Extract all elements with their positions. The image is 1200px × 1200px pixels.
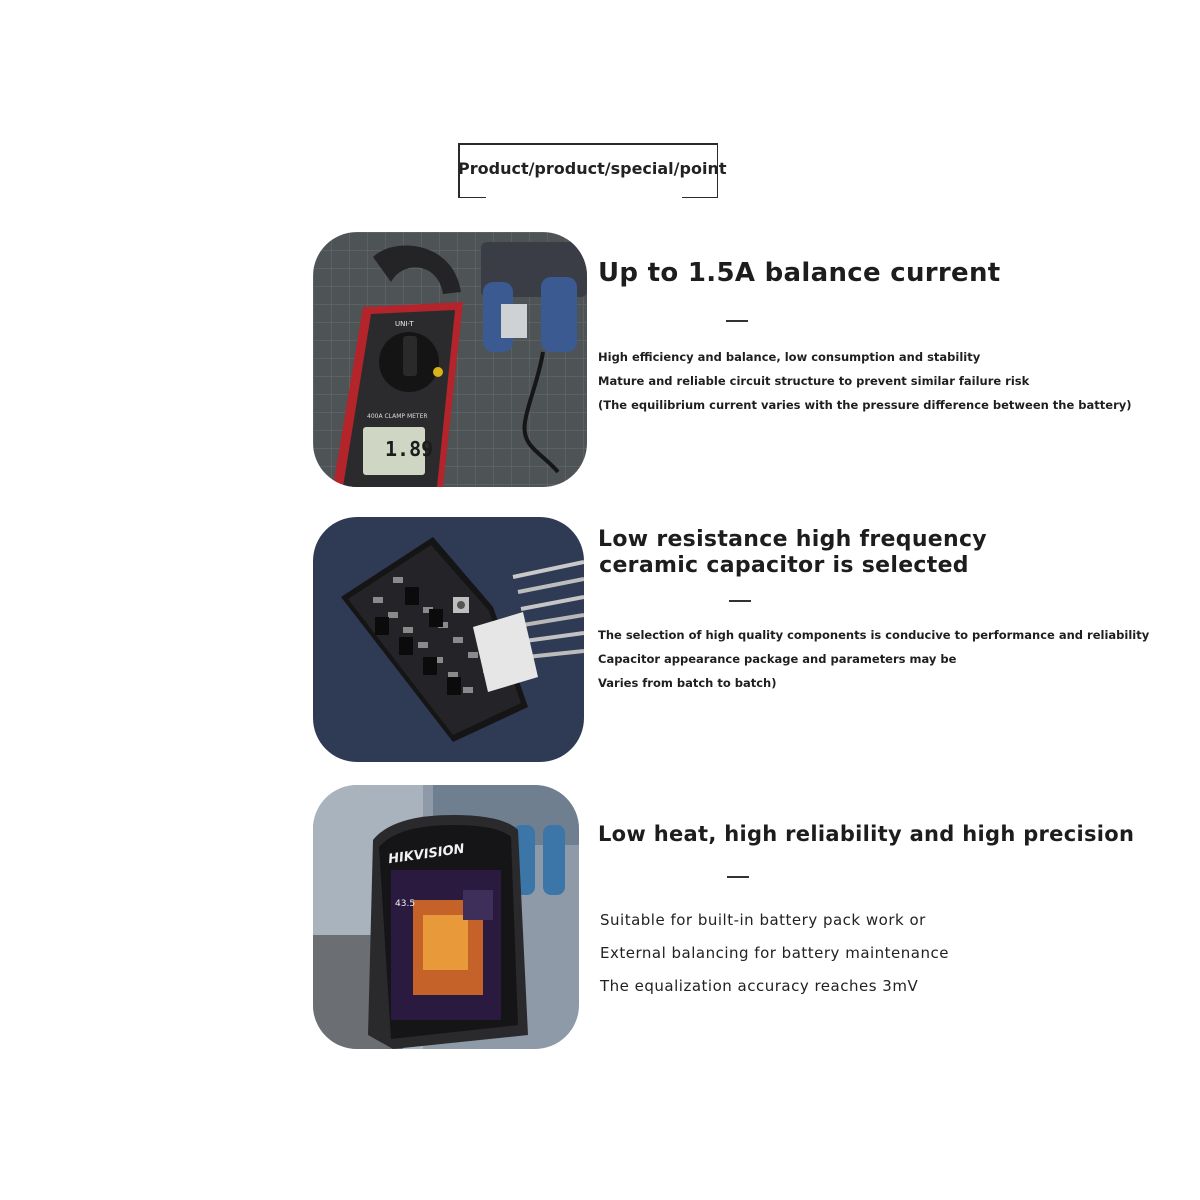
meter-label: 400A CLAMP METER bbox=[367, 413, 428, 420]
thermal-camera-photo bbox=[313, 785, 579, 1049]
feature-2-title-line-2: ceramic capacitor is selected bbox=[599, 553, 969, 578]
circuit-board-photo bbox=[313, 517, 584, 762]
feature-2-line-1: The selection of high quality components is conducive to performance and reliability bbox=[598, 628, 1150, 642]
feature-2-line-3: Varies from batch to batch) bbox=[598, 676, 777, 690]
section-header bbox=[458, 143, 727, 198]
feature-1-divider bbox=[726, 320, 748, 322]
feature-2-line-2: Capacitor appearance package and parameters may be bbox=[598, 652, 957, 666]
feature-3-line-1: Suitable for built-in battery pack work or bbox=[600, 911, 926, 929]
clamp-meter-photo bbox=[313, 232, 587, 487]
feature-3-line-2: External balancing for battery maintenance bbox=[600, 944, 949, 962]
feature-3-title: Low heat, high reliability and high precision bbox=[598, 822, 1135, 846]
meter-readout: 1.89 bbox=[385, 437, 434, 461]
feature-1-title: Up to 1.5A balance current bbox=[598, 258, 1001, 288]
feature-3-line-3: The equalization accuracy reaches 3mV bbox=[600, 977, 919, 995]
feature-1-line-2: Mature and reliable circuit structure to prevent similar failure risk bbox=[598, 374, 1030, 388]
meter-brand: UNI-T bbox=[395, 320, 414, 328]
feature-2-title bbox=[598, 527, 987, 579]
feature-2-title-line-1: Low resistance high frequency bbox=[598, 527, 987, 552]
feature-3-divider bbox=[727, 876, 749, 878]
feature-1-line-3: (The equilibrium current varies with the pressure difference between the battery) bbox=[598, 398, 1132, 412]
section-title: Product/product/special/point bbox=[458, 159, 727, 178]
feature-2-divider bbox=[729, 600, 751, 602]
feature-1-line-1: High efficiency and balance, low consumption and stability bbox=[598, 350, 981, 364]
camera-reading: 43.5 bbox=[395, 899, 416, 909]
camera-brand: HIKVISION bbox=[387, 841, 466, 868]
